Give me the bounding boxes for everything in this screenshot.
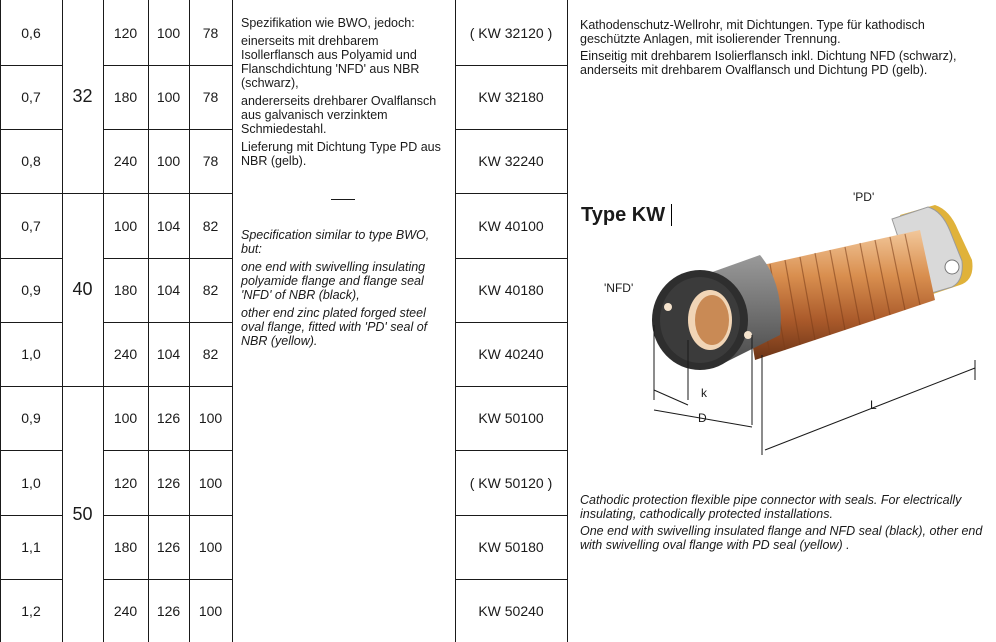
table-cell-kw: KW 40240 bbox=[478, 346, 544, 362]
table-cell-kw: KW 40100 bbox=[478, 217, 544, 234]
table-cell-f: 78 bbox=[202, 153, 219, 169]
table-cell-a: 0,9 bbox=[21, 282, 41, 298]
desc-en-line: one end with swivelling insulating polyamide flange and flange seal 'NFD' of NBR (black), bbox=[241, 260, 426, 302]
table-cell-a: 0,8 bbox=[21, 153, 41, 169]
table-cell-d: 180 bbox=[113, 539, 138, 555]
table-cell-d: 100 bbox=[113, 217, 138, 234]
table-cell-a: 0,7 bbox=[21, 89, 41, 105]
table-cell-d: 180 bbox=[113, 89, 138, 105]
table-cell-kw: KW 50100 bbox=[478, 410, 544, 426]
table-cell-f: 100 bbox=[198, 539, 223, 555]
grid-line bbox=[232, 0, 233, 642]
separator-dash bbox=[331, 199, 355, 200]
table-cell-kw: KW 32240 bbox=[478, 153, 544, 169]
table-cell-e: 104 bbox=[156, 217, 181, 234]
table-cell-d: 180 bbox=[113, 282, 138, 298]
description-de bbox=[241, 16, 447, 172]
table-cell-e: 100 bbox=[156, 89, 181, 105]
table-cell-d: 240 bbox=[113, 602, 138, 619]
table-cell-e: 126 bbox=[156, 539, 181, 555]
table-cell-kw: ( KW 32120 ) bbox=[469, 24, 553, 41]
right-en-line: One end with swivelling insulated flange and NFD seal (black), other end with swivelling oval flange with PD seal (yellow) . bbox=[580, 524, 983, 552]
group-size: 50 bbox=[72, 503, 93, 524]
table-cell-d: 240 bbox=[113, 346, 138, 362]
table-cell-e: 100 bbox=[156, 24, 181, 41]
table-cell-f: 100 bbox=[198, 410, 223, 426]
type-title: Type KW bbox=[581, 204, 666, 226]
label-pd: 'PD' bbox=[853, 190, 875, 204]
table-cell-a: 1,0 bbox=[21, 474, 41, 491]
table-cell-kw: KW 50240 bbox=[478, 602, 544, 619]
table-cell-d: 240 bbox=[113, 153, 138, 169]
desc-de-line: Spezifikation wie BWO, jedoch: bbox=[241, 16, 415, 30]
table-cell-e: 104 bbox=[156, 346, 181, 362]
table-cell-f: 82 bbox=[202, 282, 219, 298]
table-cell-e: 126 bbox=[156, 602, 181, 619]
table-cell-kw: KW 32180 bbox=[478, 89, 544, 105]
right-description-en bbox=[580, 493, 984, 555]
desc-en-line: Specification similar to type BWO, but: bbox=[241, 228, 430, 256]
table-cell-d: 100 bbox=[113, 410, 138, 426]
desc-de-line: Lieferung mit Dichtung Type PD aus NBR (gelb). bbox=[241, 140, 441, 168]
group-size: 40 bbox=[72, 279, 93, 299]
table-cell-d: 120 bbox=[113, 474, 138, 491]
table-cell-a: 0,6 bbox=[21, 24, 41, 41]
table-cell-f: 100 bbox=[198, 602, 223, 619]
label-nfd: 'NFD' bbox=[604, 281, 634, 295]
right-en-line: Cathodic protection flexible pipe connector with seals. For electrically insulating, cathodically protected installations. bbox=[580, 493, 962, 521]
table-cell-e: 126 bbox=[156, 410, 181, 426]
table-cell-e: 104 bbox=[156, 282, 181, 298]
label-k: k bbox=[701, 386, 707, 400]
table-cell-f: 78 bbox=[202, 24, 219, 41]
table-cell-f: 82 bbox=[202, 346, 219, 362]
table-cell-kw: KW 50180 bbox=[478, 539, 544, 555]
table-cell-e: 126 bbox=[156, 474, 181, 491]
table-cell-a: 1,0 bbox=[21, 346, 41, 362]
desc-de-line: andererseits drehbarer Ovalflansch aus galvanisch verzinktem Schmiedestahl. bbox=[241, 94, 437, 136]
right-description-de bbox=[580, 18, 982, 80]
right-de-line: Kathodenschutz-Wellrohr, mit Dichtungen. Type für kathodisch geschützte Anlagen, mit isolierender Trennung. bbox=[580, 18, 925, 46]
table-cell-a: 1,2 bbox=[21, 602, 41, 619]
table-cell-kw: ( KW 50120 ) bbox=[469, 474, 553, 491]
table-cell-f: 82 bbox=[202, 217, 219, 234]
table-cell-e: 100 bbox=[156, 153, 181, 169]
table-cell-a: 0,7 bbox=[21, 217, 41, 234]
table-cell-f: 100 bbox=[198, 474, 223, 491]
grid-line bbox=[567, 0, 568, 642]
label-l: L bbox=[870, 398, 877, 412]
flexible-pipe-connector-figure bbox=[580, 185, 990, 465]
table-cell-d: 120 bbox=[113, 24, 138, 41]
group-size: 32 bbox=[72, 86, 93, 106]
table-cell-f: 78 bbox=[202, 89, 219, 105]
label-d: D bbox=[698, 411, 707, 425]
right-de-line: Einseitig mit drehbarem Isolierflansch inkl. Dichtung NFD (schwarz), anderseits mit drehbarem Ovalflansch und Dichtung PD (gelb). bbox=[580, 49, 957, 77]
table-cell-kw: KW 40180 bbox=[478, 282, 544, 298]
desc-en-line: other end zinc plated forged steel oval flange, fitted with 'PD' seal of NBR (yellow). bbox=[241, 306, 428, 348]
table-cell-a: 1,1 bbox=[21, 539, 41, 555]
table-cell-a: 0,9 bbox=[21, 410, 41, 426]
desc-de-line: einerseits mit drehbarem Isollerflansch aus Polyamid und Flanschdichtung 'NFD' aus NBR (schwarz), bbox=[241, 34, 420, 90]
description-en bbox=[241, 228, 447, 352]
